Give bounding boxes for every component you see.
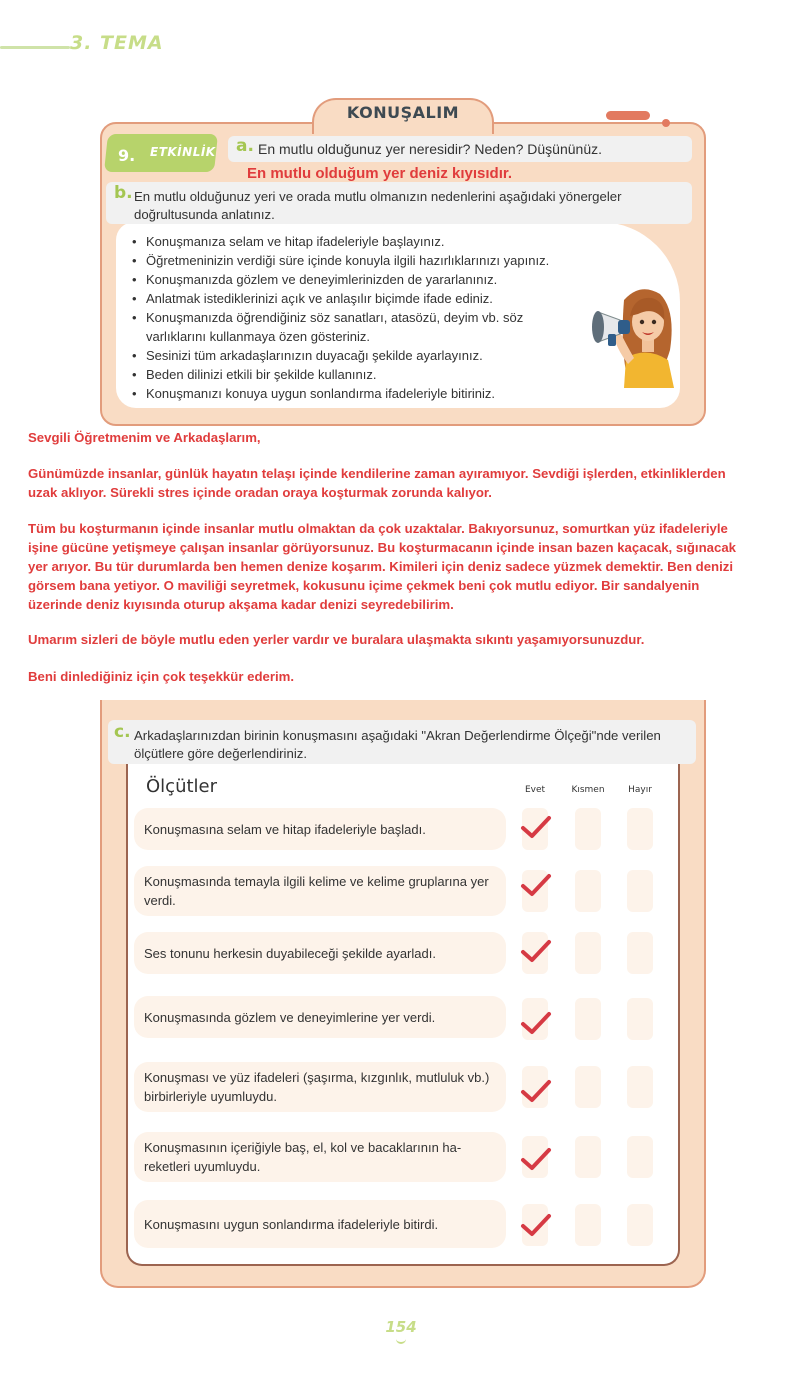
kismen-cell[interactable]: [575, 870, 601, 912]
criteria-row-text: Konuşmasının içeriğiyle baş, el, kol ve bacaklarının hareketleri uyumluydu.: [134, 1132, 506, 1182]
question-c-text: Arkadaşlarınızdan birinin konuşmasını aşağıdaki "Akran Değerlendirme Ölçeği"nde verilen ölçütlere göre değerlendiriniz.: [134, 728, 661, 761]
checkmark-icon: [520, 814, 552, 842]
question-c-letter: c.: [114, 722, 131, 742]
guideline-item: • Konuşmanızda öğrendiğiniz söz sanatları, atasözü, deyim vb. söz varlıklarını kullanmaya özen gösteriniz.: [130, 308, 566, 346]
hayir-cell[interactable]: [627, 808, 653, 850]
criteria-row-text: Konuşmasında temayla ilgili kelime ve kelime gruplarına yer verdi.: [134, 866, 506, 916]
guideline-item: • Konuşmanızda gözlem ve deneyimlerinizden de yararlanınız.: [130, 270, 566, 289]
answer-a-text: En mutlu olduğum yer deniz kıyısıdır.: [247, 165, 513, 182]
kismen-cell[interactable]: [575, 998, 601, 1040]
page-number: 154: [385, 1318, 417, 1336]
activity-label: ETKİNLİK: [150, 145, 216, 159]
question-a-text: En mutlu olduğunuz yer neresidir? Neden? Düşününüz.: [258, 141, 602, 157]
column-header-hayir: Hayır: [628, 785, 652, 795]
kismen-cell[interactable]: [575, 808, 601, 850]
guidelines-list: [130, 232, 566, 403]
activity-number: 9.: [118, 146, 136, 165]
decor-dot: [662, 119, 670, 127]
guideline-item: • Konuşmanıza selam ve hitap ifadeleriyle başlayınız.: [130, 232, 566, 251]
checkmark-icon: [520, 1078, 552, 1106]
checkmark-icon: [520, 1212, 552, 1240]
criteria-row-text: Konuşmasına selam ve hitap ifadeleriyle başladı.: [134, 808, 506, 850]
checkmark-icon: [520, 938, 552, 966]
guideline-item: • Konuşmanızı konuya uygun sonlandırma ifadeleriyle bitiriniz.: [130, 384, 566, 403]
kismen-cell[interactable]: [575, 1204, 601, 1246]
checkmark-icon: [520, 1146, 552, 1174]
criteria-row-text: Konuşması ve yüz ifadeleri (şaşırma, kızgınlık, mutluluk vb.) birbirleriyle uyumluydu.: [134, 1062, 506, 1112]
kismen-cell[interactable]: [575, 1066, 601, 1108]
checkmark-icon: [520, 1010, 552, 1038]
criteria-row-text: Konuşmasını uygun sonlandırma ifadeleriyle bitirdi.: [134, 1200, 506, 1248]
criteria-row-text: Ses tonunu herkesin duyabileceği şekilde ayarladı.: [134, 932, 506, 974]
page-number-decoration: [396, 1338, 406, 1344]
criteria-row-text: Konuşmasında gözlem ve deneyimlerine yer verdi.: [134, 996, 506, 1038]
speech-paragraph: Tüm bu koşturmanın içinde insanlar mutlu olmaktan da çok uzaktalar. Bakıyorsunuz, somurtkan yüz ifadeleriyle işine gücüne yetişmeye çalışan insanlar görüyorsunuz. Bu koşturmacanın içinde insan bazen kaçacak, sığınacak yer arıyor. Bu tür durumlarda ben hemen denize koşarım. Kimileri için deniz sadece yüzmek demektir. Ben denizi görsem bana yetiyor. O maviliği seyretmek, kokusunu içime çekmek beni çok mutlu ediyor. Bir sandalyenin üzerinde deniz kıyısında oturup akşama kadar denizi seyredebilirim.: [28, 521, 736, 612]
theme-title: 3. TEMA: [70, 32, 164, 54]
header-decoration: [0, 46, 70, 49]
speech-greeting: Sevgili Öğretmenim ve Arkadaşlarım,: [28, 430, 261, 445]
section-title: KONUŞALIM: [346, 103, 460, 122]
guideline-item: • Beden dilinizi etkili bir şekilde kullanınız.: [130, 365, 566, 384]
checkmark-icon: [520, 872, 552, 900]
decor-bar: [606, 111, 650, 120]
question-b-letter: b.: [114, 183, 133, 203]
column-header-kismen: Kısmen: [571, 785, 605, 795]
girl-megaphone-illustration: [568, 280, 688, 388]
speech-closing: Beni dinlediğiniz için çok teşekkür ederim.: [28, 669, 295, 684]
hayir-cell[interactable]: [627, 932, 653, 974]
criteria-header: Ölçütler: [146, 776, 218, 797]
speech-paragraph: Günümüzde insanlar, günlük hayatın telaşı içinde kendilerine zaman ayıramıyor. Sevdiği işlerden, etkinliklerden uzak aklıyor. Sürekli stres içinde oradan oraya koşturmak zorunda kalıyor.: [28, 466, 726, 500]
kismen-cell[interactable]: [575, 932, 601, 974]
speech-paragraph: Umarım sizleri de böyle mutlu eden yerler vardır ve buralara ulaşmakta sıkıntı yaşamıyorsunuzdur.: [28, 632, 645, 647]
guideline-item: • Anlatmak istediklerinizi açık ve anlaşılır biçimde ifade ediniz.: [130, 289, 566, 308]
hayir-cell[interactable]: [627, 1136, 653, 1178]
guideline-item: • Öğretmeninizin verdiği süre içinde konuyla ilgili hazırlıklarınızı yapınız.: [130, 251, 566, 270]
question-b-text: En mutlu olduğunuz yeri ve orada mutlu olmanızın nedenlerini aşağıdaki yönergeler doğrultusunda anlatınız.: [134, 189, 622, 222]
hayir-cell[interactable]: [627, 1066, 653, 1108]
guideline-item: • Sesinizi tüm arkadaşlarınızın duyacağı şekilde ayarlayınız.: [130, 346, 566, 365]
hayir-cell[interactable]: [627, 998, 653, 1040]
kismen-cell[interactable]: [575, 1136, 601, 1178]
column-header-evet: Evet: [524, 785, 546, 795]
question-a-letter: a.: [236, 136, 254, 156]
hayir-cell[interactable]: [627, 870, 653, 912]
hayir-cell[interactable]: [627, 1204, 653, 1246]
